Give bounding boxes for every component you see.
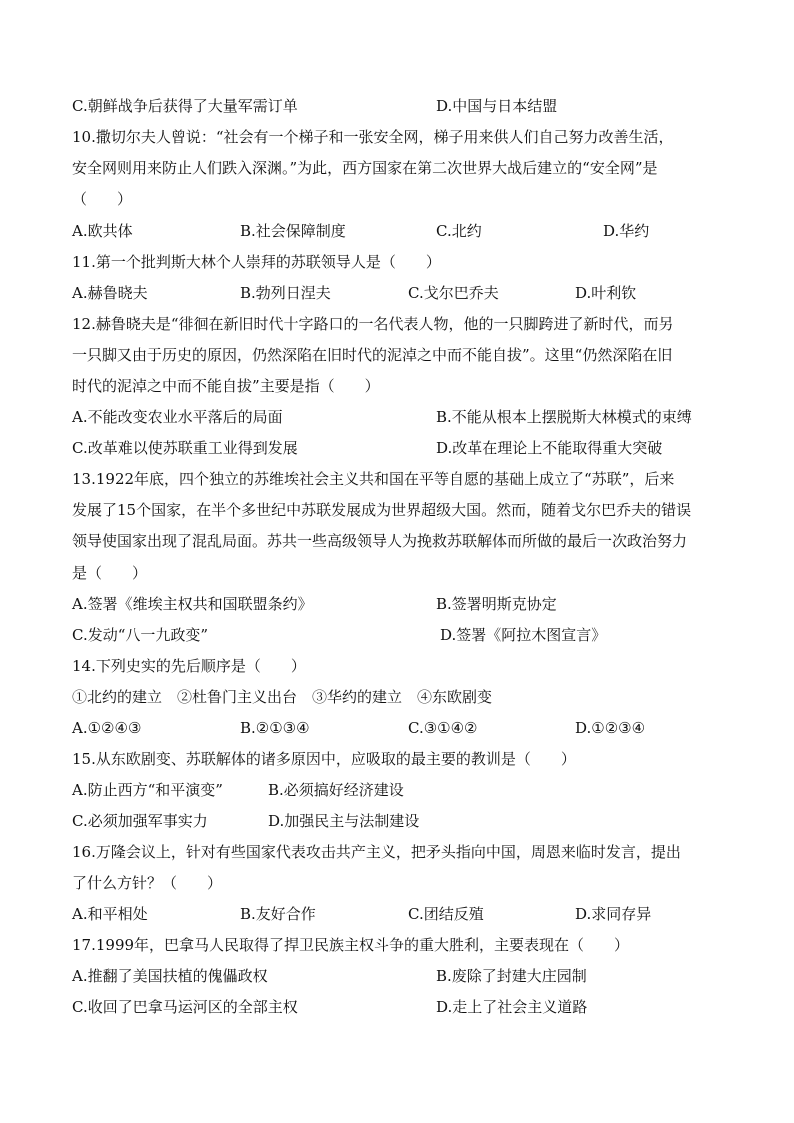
q17-option-a: A.推翻了美国扶植的傀儡政权 xyxy=(72,967,268,985)
q16-stem-line-2: 了什么方针？（ ） xyxy=(72,874,223,892)
q15-stem: 15.从东欧剧变、苏联解体的诸多原因中，应吸取的最主要的教训是（ ） xyxy=(72,750,576,768)
q14-option-c: C.③①④② xyxy=(408,719,478,737)
q10-stem-line-1: 10.撒切尔夫人曾说：“社会有一个梯子和一张安全网，梯子用来供人们自己努力改善生活， xyxy=(72,128,674,146)
q15-option-d: D.加强民主与法制建设 xyxy=(268,812,420,830)
q13-option-d: D.签署《阿拉木图宣言》 xyxy=(440,626,607,644)
q16-option-c: C.团结反殖 xyxy=(408,905,484,923)
q12-option-d: D.改革在理论上不能取得重大突破 xyxy=(436,439,663,457)
q13-stem-line-4: 是（ ） xyxy=(72,564,148,582)
q11-option-a: A.赫鲁晓夫 xyxy=(72,284,148,302)
q10-option-b: B.社会保障制度 xyxy=(240,222,346,240)
q12-option-b: B.不能从根本上摆脱斯大林模式的束缚 xyxy=(436,408,692,426)
q10-option-d: D.华约 xyxy=(603,222,650,240)
q16-option-d: D.求同存异 xyxy=(575,905,652,923)
q9-option-d: D.中国与日本结盟 xyxy=(436,97,558,115)
q16-option-b: B.友好合作 xyxy=(240,905,316,923)
q14-option-b: B.②①③④ xyxy=(240,719,310,737)
q13-stem-line-2: 发展了15个国家，在半个多世纪中苏联发展成为世界超级大国。然而，随着戈尔巴乔夫的错误 xyxy=(72,501,692,519)
q11-option-b: B.勃列日涅夫 xyxy=(240,284,331,302)
q15-option-c: C.必须加强军事实力 xyxy=(72,812,208,830)
q11-option-d: D.叶利钦 xyxy=(575,284,637,302)
q17-option-c: C.收回了巴拿马运河区的全部主权 xyxy=(72,998,298,1016)
q15-option-a: A.防止西方“和平演变” xyxy=(72,781,223,799)
q17-option-d: D.走上了社会主义道路 xyxy=(436,998,588,1016)
q11-option-c: C.戈尔巴乔夫 xyxy=(408,284,499,302)
q17-option-b: B.废除了封建大庄园制 xyxy=(436,967,587,985)
q11-stem: 11.第一个批判斯大林个人崇拜的苏联领导人是（ ） xyxy=(72,253,441,271)
q14-events: ①北约的建立 ②杜鲁门主义出台 ③华约的建立 ④东欧剧变 xyxy=(72,688,493,706)
q13-option-a: A.签署《维埃主权共和国联盟条约》 xyxy=(72,595,313,613)
q12-option-c: C.改革难以使苏联重工业得到发展 xyxy=(72,439,298,457)
q14-stem: 14.下列史实的先后顺序是（ ） xyxy=(72,657,306,675)
q13-option-c: C.发动“八一九政变” xyxy=(72,626,209,644)
q13-stem-line-3: 领导使国家出现了混乱局面。苏共一些高级领导人为挽救苏联解体而所做的最后一次政治努力 xyxy=(72,532,688,550)
q13-option-b: B.签署明斯克协定 xyxy=(436,595,557,613)
q10-stem-line-3: （ ） xyxy=(72,190,133,208)
q14-option-a: A.①②④③ xyxy=(72,719,142,737)
q10-stem-line-2: 安全网则用来防止人们跌入深渊。”为此，西方国家在第二次世界大战后建立的“安全网”是 xyxy=(72,159,658,177)
q13-stem-line-1: 13.1922年底，四个独立的苏维埃社会主义共和国在平等自愿的基础上成立了“苏联”，后来 xyxy=(72,470,675,488)
q15-option-b: B.必须搞好经济建设 xyxy=(268,781,404,799)
q10-option-a: A.欧共体 xyxy=(72,222,133,240)
q10-option-c: C.北约 xyxy=(436,222,482,240)
q16-option-a: A.和平相处 xyxy=(72,905,148,923)
q17-stem: 17.1999年，巴拿马人民取得了捍卫民族主权斗争的重大胜利，主要表现在（ ） xyxy=(72,936,630,954)
q12-stem-line-2: 一只脚又由于历史的原因，仍然深陷在旧时代的泥淖之中而不能自拔”。这里“仍然深陷在旧 xyxy=(72,346,673,364)
q14-option-d: D.①②③④ xyxy=(575,719,646,737)
q12-stem-line-1: 12.赫鲁晓夫是“徘徊在新旧时代十字路口的一名代表人物，他的一只脚跨进了新时代，而另 xyxy=(72,315,674,333)
q12-option-a: A.不能改变农业水平落后的局面 xyxy=(72,408,283,426)
q12-stem-line-3: 时代的泥淖之中而不能自拔”主要是指（ ） xyxy=(72,377,380,395)
q16-stem-line-1: 16.万隆会议上，针对有些国家代表攻击共产主义，把矛头指向中国，周恩来临时发言，提出 xyxy=(72,843,681,861)
q9-option-c: C.朝鲜战争后获得了大量军需订单 xyxy=(72,97,298,115)
